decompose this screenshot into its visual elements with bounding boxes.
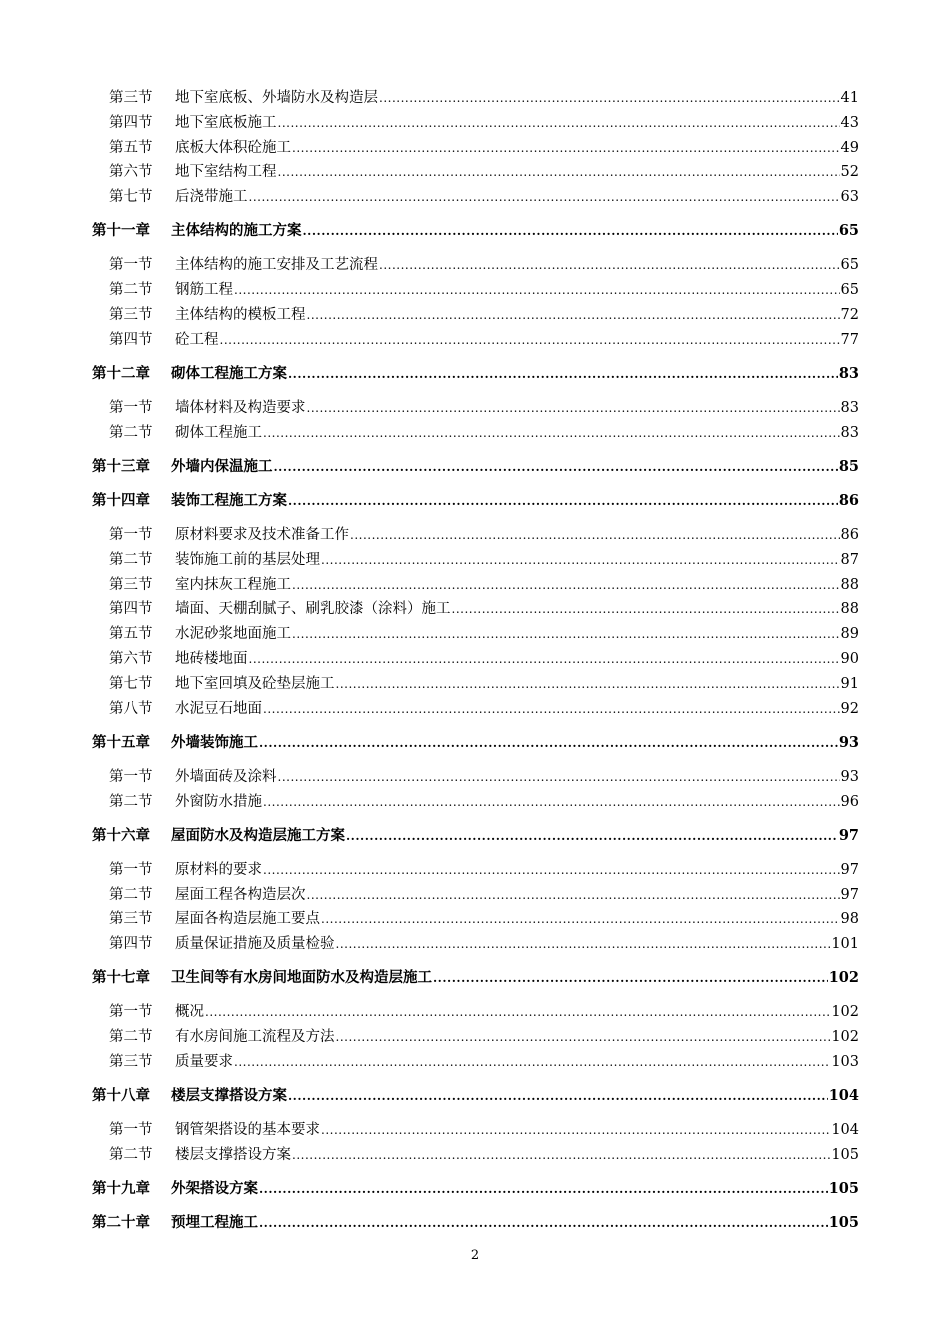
toc-entry-number: 第五节 bbox=[109, 626, 153, 643]
toc-entry-page: 52 bbox=[840, 164, 859, 181]
toc-entry-page: 93 bbox=[840, 768, 859, 785]
toc-section-entry[interactable] bbox=[92, 278, 859, 303]
toc-dot-leader bbox=[263, 421, 840, 446]
toc-entry-title: 砼工程 bbox=[175, 331, 219, 348]
toc-entry-page: 86 bbox=[838, 491, 859, 509]
toc-entry-page: 104 bbox=[828, 1087, 859, 1105]
toc-entry-title: 地下室结构工程 bbox=[175, 164, 277, 181]
toc-chapter-entry[interactable] bbox=[92, 966, 859, 991]
toc-section-entry[interactable] bbox=[92, 185, 859, 210]
toc-chapter-entry[interactable] bbox=[92, 824, 859, 849]
toc-entry-number: 第五节 bbox=[109, 139, 153, 156]
toc-entry-page: 97 bbox=[838, 826, 859, 844]
toc-chapter-entry[interactable] bbox=[92, 455, 859, 480]
toc-section-entry[interactable] bbox=[92, 86, 859, 111]
toc-section-entry[interactable] bbox=[92, 396, 859, 421]
toc-entry-number: 第十七章 bbox=[92, 969, 150, 987]
toc-entry-page: 105 bbox=[828, 1180, 859, 1198]
toc-entry-title: 地下室回填及砼垫层施工 bbox=[175, 675, 335, 692]
toc-entry-title: 屋面防水及构造层施工方案 bbox=[171, 826, 345, 844]
toc-section-entry[interactable] bbox=[92, 1025, 859, 1050]
toc-entry-title: 楼层支撑搭设方案 bbox=[175, 1146, 291, 1163]
toc-chapter-entry[interactable] bbox=[92, 362, 859, 387]
page-number: 2 bbox=[470, 1248, 480, 1263]
toc-section-entry[interactable] bbox=[92, 548, 859, 573]
toc-dot-leader bbox=[234, 278, 840, 303]
toc-dot-leader bbox=[263, 697, 840, 722]
toc-dot-leader bbox=[321, 1118, 830, 1143]
toc-section-entry[interactable] bbox=[92, 523, 859, 548]
toc-entry-title: 有水房间施工流程及方法 bbox=[175, 1029, 335, 1046]
toc-entry-number: 第四节 bbox=[109, 601, 153, 618]
toc-dot-leader bbox=[336, 932, 831, 957]
toc-entry-number: 第六节 bbox=[109, 164, 153, 181]
toc-entry-number: 第一节 bbox=[109, 527, 153, 544]
toc-entry-title: 预埋工程施工 bbox=[171, 1214, 258, 1232]
toc-dot-leader bbox=[259, 1211, 828, 1236]
toc-entry-number: 第十四章 bbox=[92, 491, 150, 509]
toc-dot-leader bbox=[220, 328, 840, 353]
toc-dot-leader bbox=[292, 622, 840, 647]
toc-section-entry[interactable] bbox=[92, 765, 859, 790]
toc-entry-title: 砌体工程施工方案 bbox=[171, 364, 287, 382]
toc-entry-number: 第六节 bbox=[109, 651, 153, 668]
toc-section-entry[interactable] bbox=[92, 932, 859, 957]
toc-dot-leader bbox=[307, 396, 840, 421]
toc-section-entry[interactable] bbox=[92, 597, 859, 622]
toc-section-entry[interactable] bbox=[92, 1118, 859, 1143]
toc-entry-number: 第十一章 bbox=[92, 222, 150, 240]
toc-dot-leader bbox=[321, 548, 840, 573]
toc-entry-page: 97 bbox=[840, 861, 859, 878]
toc-dot-leader bbox=[263, 790, 840, 815]
toc-dot-leader bbox=[274, 455, 838, 480]
toc-section-entry[interactable] bbox=[92, 790, 859, 815]
toc-entry-number: 第一节 bbox=[109, 257, 153, 274]
table-of-contents bbox=[92, 86, 859, 1245]
toc-entry-page: 91 bbox=[840, 675, 859, 692]
toc-entry-title: 主体结构的模板工程 bbox=[175, 306, 306, 323]
toc-entry-page: 105 bbox=[831, 1146, 859, 1163]
toc-entry-page: 83 bbox=[838, 364, 859, 382]
toc-entry-number: 第四节 bbox=[109, 936, 153, 953]
toc-entry-number: 第三节 bbox=[109, 90, 153, 106]
toc-entry-title: 地下室底板、外墙防水及构造层 bbox=[175, 90, 378, 106]
toc-dot-leader bbox=[350, 523, 840, 548]
toc-entry-number: 第三节 bbox=[109, 576, 153, 593]
toc-entry-title: 质量保证措施及质量检验 bbox=[175, 936, 335, 953]
toc-chapter-entry[interactable] bbox=[92, 731, 859, 756]
toc-entry-number: 第八节 bbox=[109, 700, 153, 717]
toc-entry-number: 第四节 bbox=[109, 114, 153, 131]
toc-entry-page: 88 bbox=[840, 601, 859, 618]
toc-entry-title: 屋面各构造层施工要点 bbox=[175, 911, 320, 928]
toc-entry-page: 97 bbox=[840, 886, 859, 903]
toc-entry-page: 65 bbox=[840, 282, 859, 299]
toc-dot-leader bbox=[292, 1143, 830, 1168]
toc-entry-page: 92 bbox=[840, 700, 859, 717]
toc-entry-title: 原材料的要求 bbox=[175, 861, 262, 878]
toc-section-entry[interactable] bbox=[92, 647, 859, 672]
toc-dot-leader bbox=[433, 966, 828, 991]
toc-dot-leader bbox=[307, 303, 840, 328]
toc-dot-leader bbox=[249, 185, 840, 210]
toc-entry-title: 屋面工程各构造层次 bbox=[175, 886, 306, 903]
toc-dot-leader bbox=[288, 1084, 828, 1109]
toc-entry-number: 第一节 bbox=[109, 861, 153, 878]
toc-section-entry[interactable] bbox=[92, 303, 859, 328]
toc-entry-title: 外墙装饰施工 bbox=[171, 733, 258, 751]
toc-entry-number: 第七节 bbox=[109, 675, 153, 692]
toc-dot-leader bbox=[259, 731, 838, 756]
toc-entry-number: 第二节 bbox=[109, 886, 153, 903]
toc-entry-page: 65 bbox=[838, 222, 859, 240]
toc-dot-leader bbox=[278, 111, 840, 136]
toc-entry-page: 41 bbox=[840, 90, 859, 106]
toc-entry-page: 43 bbox=[840, 114, 859, 131]
toc-dot-leader bbox=[263, 858, 840, 883]
toc-entry-title: 外架搭设方案 bbox=[171, 1180, 258, 1198]
toc-section-entry[interactable] bbox=[92, 573, 859, 598]
toc-entry-page: 63 bbox=[840, 189, 859, 206]
toc-entry-number: 第十三章 bbox=[92, 457, 150, 475]
toc-entry-title: 砌体工程施工 bbox=[175, 424, 262, 441]
toc-entry-number: 第二节 bbox=[109, 424, 153, 441]
toc-entry-page: 102 bbox=[831, 1029, 859, 1046]
toc-entry-page: 89 bbox=[840, 626, 859, 643]
toc-entry-page: 65 bbox=[840, 257, 859, 274]
toc-entry-title: 钢管架搭设的基本要求 bbox=[175, 1122, 320, 1139]
toc-dot-leader bbox=[379, 86, 840, 111]
toc-dot-leader bbox=[307, 883, 840, 908]
toc-entry-title: 水泥砂浆地面施工 bbox=[175, 626, 291, 643]
toc-entry-title: 质量要求 bbox=[175, 1053, 233, 1070]
toc-entry-number: 第一节 bbox=[109, 399, 153, 416]
toc-section-entry[interactable] bbox=[92, 421, 859, 446]
toc-dot-leader bbox=[336, 672, 840, 697]
toc-section-entry[interactable] bbox=[92, 253, 859, 278]
toc-entry-number: 第三节 bbox=[109, 911, 153, 928]
toc-section-entry[interactable] bbox=[92, 136, 859, 161]
toc-dot-leader bbox=[234, 1050, 830, 1075]
toc-section-entry[interactable] bbox=[92, 1050, 859, 1075]
toc-entry-page: 85 bbox=[838, 457, 859, 475]
toc-dot-leader bbox=[249, 647, 840, 672]
toc-entry-page: 88 bbox=[840, 576, 859, 593]
toc-entry-page: 102 bbox=[831, 1004, 859, 1021]
toc-entry-page: 83 bbox=[840, 399, 859, 416]
toc-entry-title: 底板大体积砼施工 bbox=[175, 139, 291, 156]
toc-entry-number: 第十九章 bbox=[92, 1180, 150, 1198]
toc-entry-page: 49 bbox=[840, 139, 859, 156]
toc-entry-number: 第十八章 bbox=[92, 1087, 150, 1105]
toc-entry-title: 楼层支撑搭设方案 bbox=[171, 1087, 287, 1105]
toc-entry-number: 第二节 bbox=[109, 551, 153, 568]
toc-entry-title: 墙面、天棚刮腻子、刷乳胶漆（涂料）施工 bbox=[175, 601, 451, 618]
toc-section-entry[interactable] bbox=[92, 1143, 859, 1168]
toc-entry-title: 原材料要求及技术准备工作 bbox=[175, 527, 349, 544]
toc-entry-title: 装饰施工前的基层处理 bbox=[175, 551, 320, 568]
toc-entry-page: 104 bbox=[831, 1122, 859, 1139]
toc-section-entry[interactable] bbox=[92, 622, 859, 647]
toc-section-entry[interactable] bbox=[92, 697, 859, 722]
toc-chapter-entry[interactable] bbox=[92, 1177, 859, 1202]
toc-entry-page: 83 bbox=[840, 424, 859, 441]
toc-dot-leader bbox=[452, 597, 840, 622]
toc-entry-page: 103 bbox=[831, 1053, 859, 1070]
toc-section-entry[interactable] bbox=[92, 160, 859, 185]
toc-dot-leader bbox=[288, 489, 838, 514]
toc-section-entry[interactable] bbox=[92, 328, 859, 353]
toc-entry-number: 第二节 bbox=[109, 793, 153, 810]
toc-entry-page: 93 bbox=[838, 733, 859, 751]
toc-entry-number: 第二节 bbox=[109, 1146, 153, 1163]
toc-entry-title: 卫生间等有水房间地面防水及构造层施工 bbox=[171, 969, 432, 987]
toc-chapter-entry[interactable] bbox=[92, 219, 859, 244]
toc-entry-page: 98 bbox=[840, 911, 859, 928]
toc-entry-number: 第二十章 bbox=[92, 1214, 150, 1232]
toc-entry-number: 第十六章 bbox=[92, 826, 150, 844]
toc-entry-number: 第一节 bbox=[109, 1004, 153, 1021]
toc-entry-title: 地下室底板施工 bbox=[175, 114, 277, 131]
toc-entry-title: 外墙面砖及涂料 bbox=[175, 768, 277, 785]
toc-entry-title: 外墙内保温施工 bbox=[171, 457, 273, 475]
toc-entry-number: 第三节 bbox=[109, 306, 153, 323]
toc-entry-number: 第十五章 bbox=[92, 733, 150, 751]
toc-entry-number: 第三节 bbox=[109, 1053, 153, 1070]
toc-entry-page: 77 bbox=[840, 331, 859, 348]
toc-section-entry[interactable] bbox=[92, 672, 859, 697]
toc-entry-number: 第四节 bbox=[109, 331, 153, 348]
toc-section-entry[interactable] bbox=[92, 907, 859, 932]
toc-entry-page: 102 bbox=[828, 969, 859, 987]
toc-dot-leader bbox=[259, 1177, 828, 1202]
toc-dot-leader bbox=[303, 219, 838, 244]
toc-section-entry[interactable] bbox=[92, 883, 859, 908]
toc-entry-number: 第一节 bbox=[109, 1122, 153, 1139]
toc-dot-leader bbox=[321, 907, 840, 932]
toc-entry-page: 72 bbox=[840, 306, 859, 323]
toc-entry-title: 主体结构的施工方案 bbox=[171, 222, 302, 240]
toc-dot-leader bbox=[205, 1000, 830, 1025]
toc-entry-number: 第二节 bbox=[109, 1029, 153, 1046]
toc-entry-page: 101 bbox=[831, 936, 859, 953]
toc-dot-leader bbox=[278, 765, 840, 790]
toc-entry-title: 室内抹灰工程施工 bbox=[175, 576, 291, 593]
toc-entry-number: 第一节 bbox=[109, 768, 153, 785]
toc-entry-title: 后浇带施工 bbox=[175, 189, 248, 206]
toc-section-entry[interactable] bbox=[92, 858, 859, 883]
toc-entry-title: 墙体材料及构造要求 bbox=[175, 399, 306, 416]
toc-section-entry[interactable] bbox=[92, 111, 859, 136]
toc-entry-number: 第七节 bbox=[109, 189, 153, 206]
toc-entry-title: 外窗防水措施 bbox=[175, 793, 262, 810]
toc-dot-leader bbox=[288, 362, 838, 387]
toc-entry-page: 86 bbox=[840, 527, 859, 544]
toc-entry-page: 96 bbox=[840, 793, 859, 810]
toc-entry-title: 钢筋工程 bbox=[175, 282, 233, 299]
toc-chapter-entry[interactable] bbox=[92, 489, 859, 514]
toc-entry-title: 概况 bbox=[175, 1004, 204, 1021]
toc-entry-title: 装饰工程施工方案 bbox=[171, 491, 287, 509]
toc-entry-page: 105 bbox=[828, 1214, 859, 1232]
toc-section-entry[interactable] bbox=[92, 1000, 859, 1025]
toc-entry-number: 第二节 bbox=[109, 282, 153, 299]
toc-entry-title: 水泥豆石地面 bbox=[175, 700, 262, 717]
toc-chapter-entry[interactable] bbox=[92, 1084, 859, 1109]
toc-entry-page: 90 bbox=[840, 651, 859, 668]
toc-dot-leader bbox=[379, 253, 840, 278]
toc-dot-leader bbox=[346, 824, 838, 849]
toc-entry-number: 第十二章 bbox=[92, 364, 150, 382]
toc-chapter-entry[interactable] bbox=[92, 1211, 859, 1236]
toc-entry-page: 87 bbox=[840, 551, 859, 568]
toc-dot-leader bbox=[292, 136, 840, 161]
toc-dot-leader bbox=[336, 1025, 831, 1050]
toc-dot-leader bbox=[278, 160, 840, 185]
toc-dot-leader bbox=[292, 573, 840, 598]
toc-entry-title: 地砖楼地面 bbox=[175, 651, 248, 668]
toc-entry-title: 主体结构的施工安排及工艺流程 bbox=[175, 257, 378, 274]
